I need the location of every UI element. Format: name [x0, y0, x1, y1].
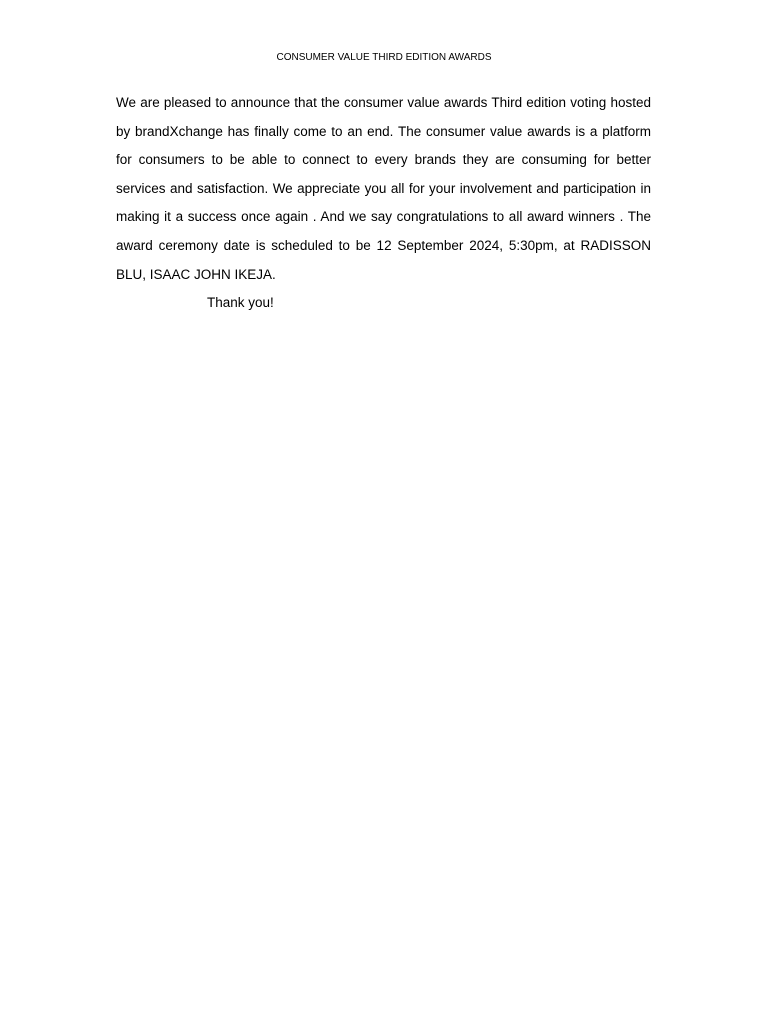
document-title: CONSUMER VALUE THIRD EDITION AWARDS	[276, 52, 492, 63]
document-closing: Thank you!	[207, 295, 274, 310]
document-body-paragraph: We are pleased to announce that the consumer value awards Third edition voting hosted by brandXchange has finally come to an end. The consumer value awards is a platform for consumers to be able to connect to every brands they are consuming for better services and satisfaction. We appreciate you all for your involvement and participation in making it a success once again . And we say congratulations to all award winners . The award ceremony date is scheduled to be 12 September 2024, 5:30pm, at RADISSON BLU, ISAAC JOHN IKEJA.	[116, 95, 651, 282]
